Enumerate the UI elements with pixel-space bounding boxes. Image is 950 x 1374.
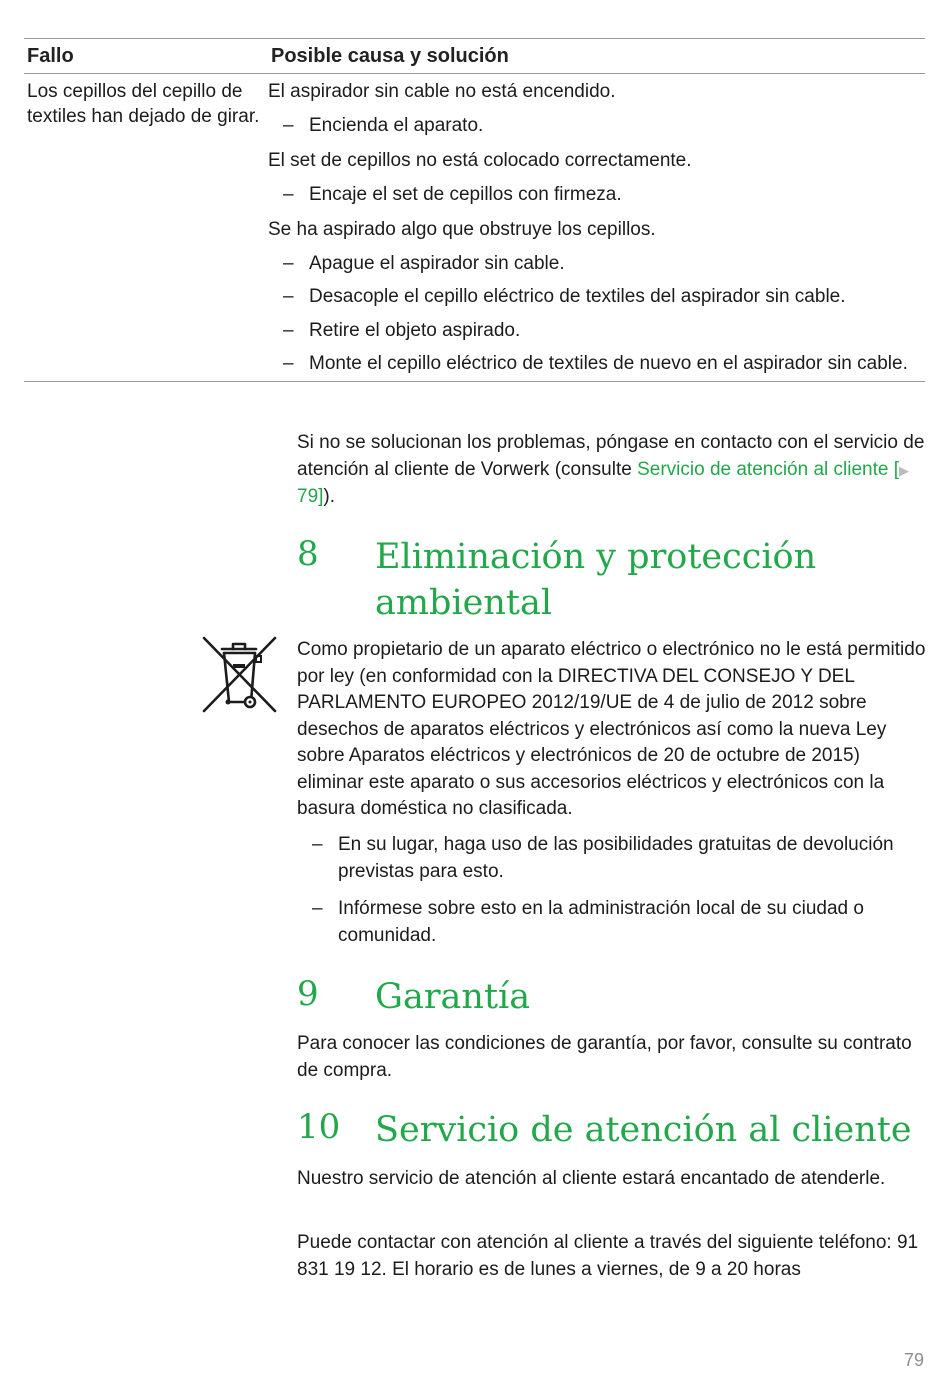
dash-bullet: – bbox=[283, 353, 294, 374]
dash-bullet: – bbox=[283, 319, 294, 341]
solution-step-text: Apague el aspirador sin cable. bbox=[309, 252, 565, 274]
solution-step-text: Encaje el set de cepillos con firmeza. bbox=[309, 183, 622, 205]
dash-bullet: – bbox=[283, 183, 294, 205]
service-paragraph-2: Puede contactar con atención al cliente a través del siguiente teléfono: 91 831 19 12. El horario es de lunes a viernes, de 9 a 20 horas bbox=[297, 1232, 919, 1280]
column-header-cause-solution: Posible causa y solución bbox=[271, 44, 509, 67]
cause-text: El aspirador sin cable no está encendido. bbox=[268, 81, 616, 102]
solution-step-text: Encienda el aparato. bbox=[309, 114, 484, 136]
list-item bbox=[297, 832, 927, 885]
troubleshooting-table bbox=[24, 38, 925, 382]
solution-step bbox=[268, 285, 925, 319]
disposal-bullet-list bbox=[297, 832, 927, 960]
cause-text: El set de cepillos no está colocado correctamente. bbox=[268, 150, 692, 171]
warranty-paragraph: Para conocer las condiciones de garantía, por favor, consulte su contrato de compra. bbox=[297, 1033, 912, 1081]
section-title: Eliminación y protección ambiental bbox=[375, 537, 817, 623]
solution-step bbox=[268, 252, 925, 286]
solution-step-text: Retire el objeto aspirado. bbox=[309, 319, 521, 341]
dash-bullet: – bbox=[283, 286, 294, 307]
dash-bullet: – bbox=[283, 252, 294, 274]
list-item-text: En su lugar, haga uso de las posibilidades gratuitas de devolución previstas para esto. bbox=[338, 834, 894, 882]
section-title: Servicio de atención al cliente bbox=[375, 1110, 912, 1150]
table-header-row bbox=[24, 39, 925, 74]
list-item-text: Infórmese sobre esto en la administración local de su ciudad o comunidad. bbox=[338, 898, 864, 946]
solution-step bbox=[268, 319, 925, 353]
page-ref-arrow-icon: ▶ bbox=[899, 462, 910, 478]
page-number: 79 bbox=[903, 1350, 924, 1370]
dash-bullet: – bbox=[312, 898, 323, 919]
section-title: Garantía bbox=[375, 977, 531, 1017]
service-paragraph-1: Nuestro servicio de atención al cliente estará encantado de atenderle. bbox=[297, 1168, 886, 1189]
dash-bullet: – bbox=[312, 834, 323, 855]
customer-service-link-text: Servicio de atención al cliente [ bbox=[637, 458, 900, 480]
solution-step bbox=[268, 183, 925, 217]
page-ref-number: 79] bbox=[297, 486, 324, 507]
dash-bullet: – bbox=[283, 114, 294, 136]
solution-step bbox=[268, 114, 925, 148]
section-number: 8 bbox=[297, 534, 319, 574]
contact-note-text: Si no se solucionan los problemas, póngase en contacto con el servicio de atención al cliente de Vorwerk (consulte bbox=[297, 432, 925, 480]
section-number: 9 bbox=[297, 974, 319, 1014]
disposal-paragraph: Como propietario de un aparato eléctrico o electrónico no le está permitido por ley (en conformidad con la DIRECTIVA DEL CONSEJO Y DEL PARLAMENTO EUROPEO 2012/19/UE de 4 de julio de 2012 sobre desechos de aparatos eléctricos y electrónicos así como la nueva Ley sobre Aparatos eléctricos y electrónicos de 20 de octubre de 2015) eliminar este aparato o sus accesorios eléctricos y electrónicos con la basura doméstica no clasificada. bbox=[297, 639, 926, 819]
contact-note bbox=[297, 430, 927, 511]
column-header-fault: Fallo bbox=[27, 44, 74, 67]
contact-note-end: ). bbox=[323, 486, 336, 507]
solution-step-text: Desacople el cepillo eléctrico de textiles del aspirador sin cable. bbox=[309, 286, 846, 307]
section-number: 10 bbox=[297, 1107, 341, 1147]
cause-solution-cell bbox=[268, 78, 925, 377]
solution-step bbox=[268, 352, 925, 377]
solution-step-text: Monte el cepillo eléctrico de textiles de nuevo en el aspirador sin cable. bbox=[309, 353, 908, 374]
table-row bbox=[24, 74, 925, 381]
weee-crossed-bin-icon bbox=[200, 634, 278, 716]
fault-cell: Los cepillos del cepillo de textiles han dejado de girar. bbox=[27, 81, 260, 127]
cause-text: Se ha aspirado algo que obstruye los cepillos. bbox=[268, 219, 656, 240]
list-item bbox=[297, 896, 927, 949]
